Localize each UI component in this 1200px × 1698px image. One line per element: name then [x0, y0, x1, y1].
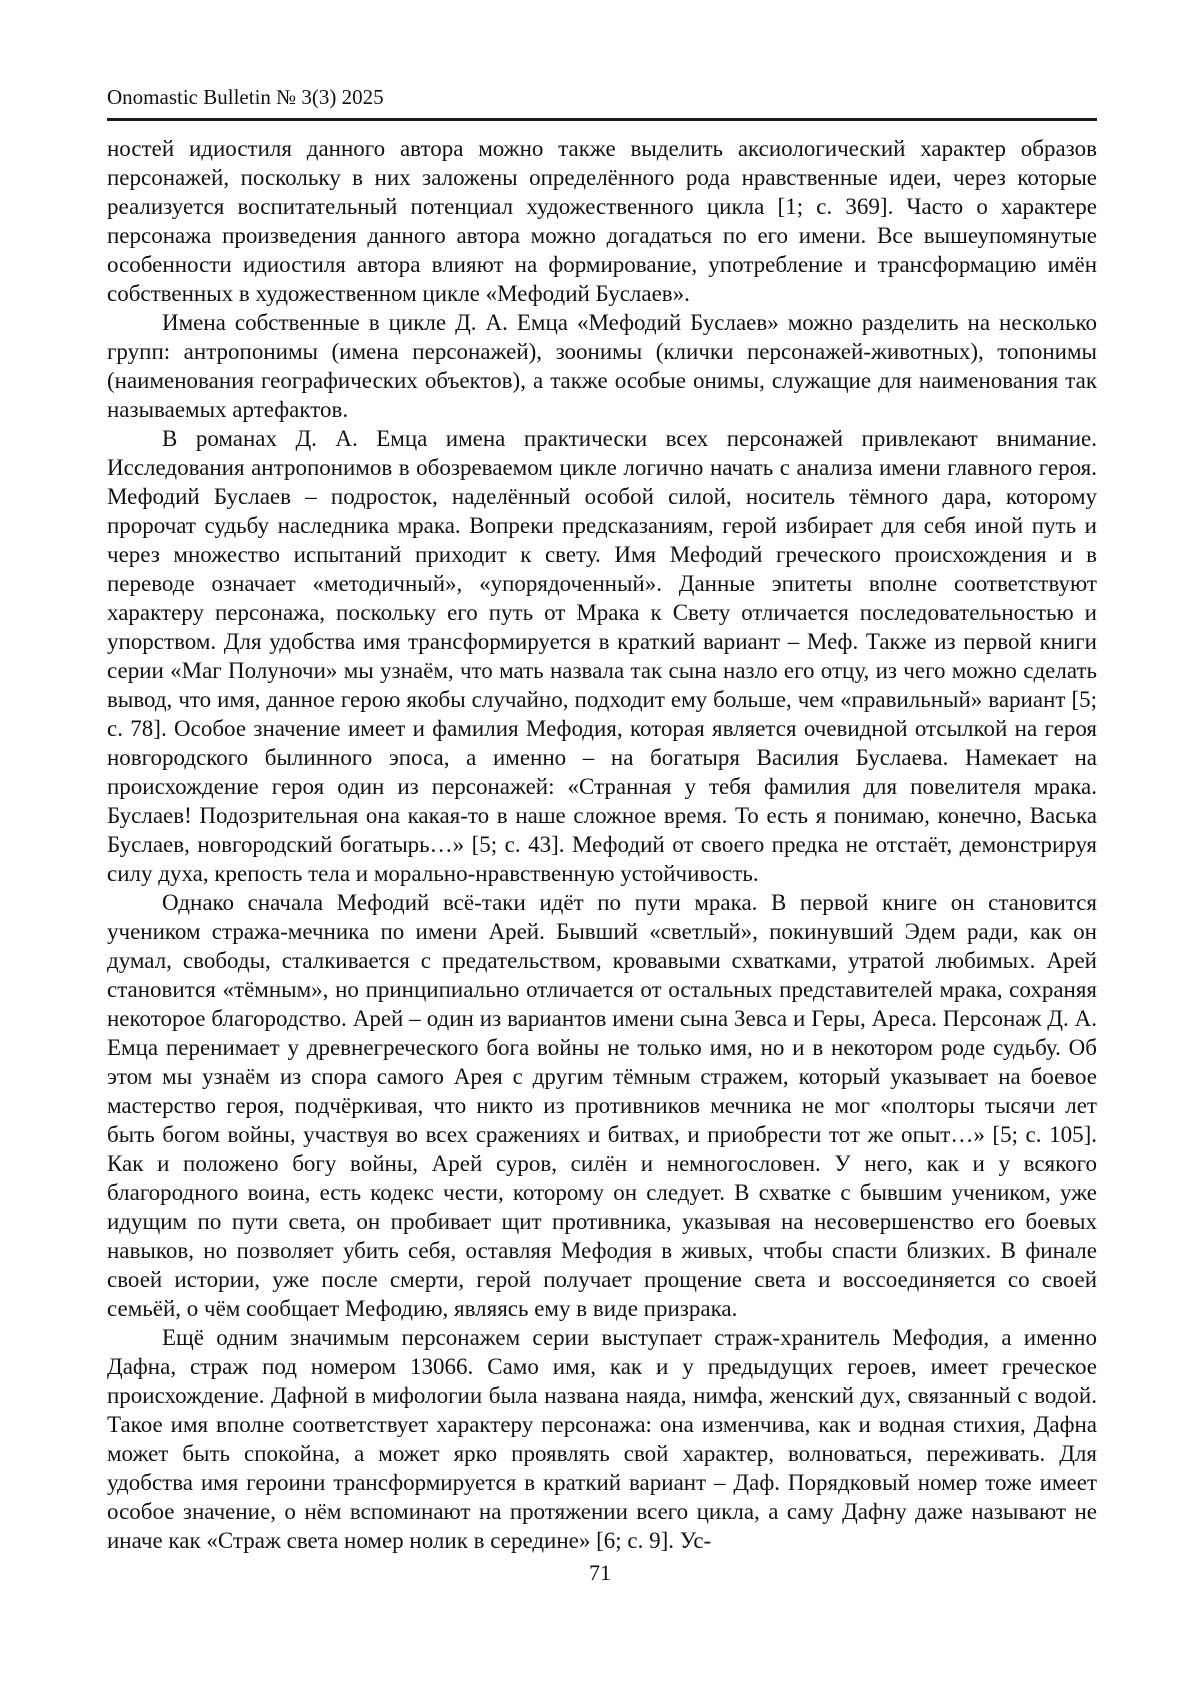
journal-title: Onomastic Bulletin № 3(3) 2025: [107, 85, 384, 109]
paragraph: Однако сначала Мефодий всё-таки идёт по пути мрака. В первой книге он становится учеником стража-мечника по имени Арей. Бывший «светлый», покинувший Эдем ради, как он думал, свободы, сталкивается с предательством, кровавыми схватками, утратой любимых. Арей становится «тёмным», но принципиально отличается от остальных представителей мрака, сохраняя некоторое благородство. Арей – один из вариантов имени сына Зевса и Геры, Ареса. Персонаж Д. А. Емца перенимает у древнегреческого бога войны не только имя, но и в некотором роде судьбу. Об этом мы узнаём из спора самого Арея с другим тёмным стражем, который указывает на боевое мастерство героя, подчёркивая, что никто из противников мечника не мог «полторы тысячи лет быть богом войны, участвуя во всех сражениях и битвах, и приобрести тот же опыт…» [5; с. 105]. Как и положено богу войны, Арей суров, силён и немногословен. У него, как и у всякого благородного воина, есть кодекс чести, которому он следует. В схватке с бывшим учеником, уже идущим по пути света, он пробивает щит противника, указывая на несовершенство его боевых навыков, но позволяет убить себя, оставляя Мефодия в живых, чтобы спасти близких. В финале своей истории, уже после смерти, герой получает прощение света и воссоединяется со своей семьёй, о чём сообщает Мефодию, являясь ему в виде призрака.: [107, 890, 1097, 1321]
paragraph: Ещё одним значимым персонажем серии выступает страж-хранитель Мефодия, а именно Дафна, страж под номером 13066. Само имя, как и у предыдущих героев, имеет греческое происхождение. Дафной в мифологии была названа наяда, нимфа, женский дух, связанный с водой. Такое имя вполне соответствует характеру персонажа: она изменчива, как и водная стихия, Дафна может быть спокойна, а может ярко проявлять свой характер, волноваться, переживать. Для удобства имя героини трансформируется в краткий вариант – Даф. Порядковый номер тоже имеет особое значение, о нём вспоминают на протяжении всего цикла, а саму Дафну даже называют не иначе как «Страж света номер нолик в середине» [6; с. 9]. Ус-: [107, 1325, 1097, 1553]
paragraph: В романах Д. А. Емца имена практически всех персонажей привлекают внимание. Исследования антропонимов в обозреваемом цикле логично начать с анализа имени главного героя. Мефодий Буслаев – подросток, наделённый особой силой, носитель тёмного дара, которому пророчат судьбу наследника мрака. Вопреки предсказаниям, герой избирает для себя иной путь и через множество испытаний приходит к свету. Имя Мефодий греческого происхождения и в переводе означает «методичный», «упорядоченный». Данные эпитеты вполне соответствуют характеру персонажа, поскольку его путь от Мрака к Свету отличается последовательностью и упорством. Для удобства имя трансформируется в краткий вариант – Меф. Также из первой книги серии «Маг Полуночи» мы узнаём, что мать назвала так сына назло его отцу, из чего можно сделать вывод, что имя, данное герою якобы случайно, подходит ему больше, чем «правильный» вариант [5; с. 78]. Особое значение имеет и фамилия Мефодия, которая является очевидной отсылкой на героя новгородского былинного эпоса, а именно – на богатыря Василия Буслаева. Намекает на происхождение героя один из персонажей: «Странная у тебя фамилия для повелителя мрака. Буслаев! Подозрительная она какая-то в наше сложное время. То есть я понимаю, конечно, Васька Буслаев, новгородский богатырь…» [5; с. 43]. Мефодий от своего предка не отстаёт, демонстрируя силу духа, крепость тела и морально-нравственную устойчивость.: [107, 426, 1097, 886]
page-footer: [0, 1560, 1200, 1586]
paragraph: ностей идиостиля данного автора можно также выделить аксиологический характер образов персонажей, поскольку в них заложены определённого рода нравственные идеи, через которые реализуется воспитательный потенциал художественного цикла [1; с. 369]. Часто о характере персонажа произведения данного автора можно догадаться по его имени. Все вышеупомянутые особенности идиостиля автора влияют на формирование, употребление и трансформацию имён собственных в художественном цикле «Мефодий Буслаев».: [107, 136, 1097, 306]
page-number: 71: [589, 1560, 611, 1585]
paragraph: Имена собственные в цикле Д. А. Емца «Мефодий Буслаев» можно разделить на несколько групп: антропонимы (имена персонажей), зоонимы (клички персонажей-животных), топонимы (наименования географических объектов), а также особые онимы, служащие для наименования так называемых артефактов.: [107, 310, 1097, 422]
article-body: [107, 134, 1097, 1555]
running-header: [107, 84, 1097, 121]
